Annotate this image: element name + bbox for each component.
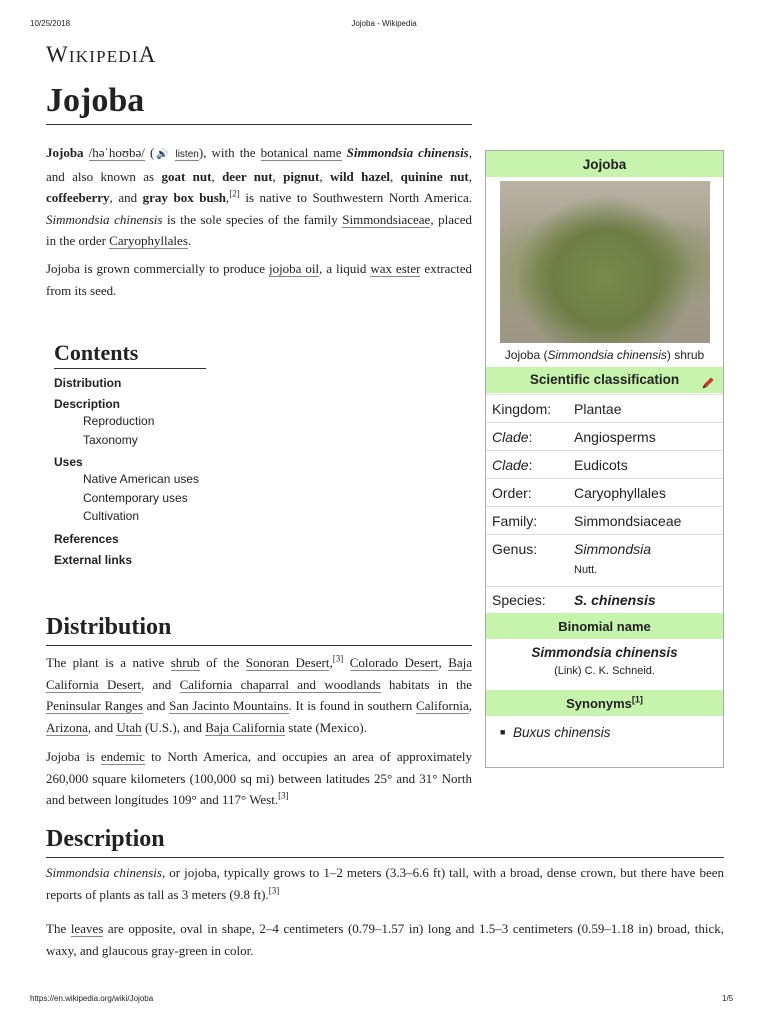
print-page-title: Jojoba - Wikipedia [351,19,417,28]
scientific-classification-header [486,367,723,394]
caryophyllales-link[interactable]: Caryophyllales [109,233,188,248]
baja-california-link[interactable]: Baja California [205,719,286,735]
california-link[interactable]: California [416,698,469,713]
citation-1[interactable]: [1] [631,694,643,705]
genus-row: Genus: Simmondsia Nutt. [486,534,723,586]
ipa-pronunciation-link[interactable]: /həˈhoʊbə/ [88,145,145,160]
image-caption: Jojoba (Simmondsia chinensis) shrub [504,348,705,362]
toc-title: Contents [54,340,206,369]
description-heading: Description [46,826,165,852]
family-row: Family: Simmondsiaceae [486,506,723,534]
california-chaparral-link[interactable]: California chaparral and woodlands [179,676,381,692]
toc-item-contemporary-uses[interactable]: Contemporary uses [83,490,188,505]
infobox-title: Jojoba [486,151,723,178]
print-page-number: 1/5 [722,994,734,1003]
synonyms-list: ■ Buxus chinensis [500,725,611,740]
baja-california-desert-link[interactable]: Baja California Desert [46,655,473,692]
description-paragraph-2: The leaves are opposite, oval in shape, 2–4 centimeters (0.79–1.57 in) long and 1.5–3 centimeters (0.59–1.18 in) broad, thick, waxy, and glaucous gray-green in color. [46,921,724,958]
description-paragraph-1: Simmondsia chinensis, or jojoba, typically grows to 1–2 meters (3.3–6.6 ft) tall, with a broad, dense crown, but there have been reports of plants as tall as 3 meters (9.8 ft).[3] [46,865,724,902]
binomial-name: Simmondsia chinensis (Link) C. K. Schneid. [531,645,678,677]
synonym-item: Buxus chinensis [512,725,611,740]
distribution-heading: Distribution [46,614,172,640]
wax-ester-link[interactable]: wax ester [370,261,421,276]
colorado-desert-link[interactable]: Colorado Desert [349,655,439,670]
species-value: S. chinensis [574,592,656,608]
distribution-divider [46,645,472,646]
pencil-icon[interactable] [701,373,715,387]
toc-item-distribution[interactable]: Distribution [54,376,122,390]
san-jacinto-mountains-link[interactable]: San Jacinto Mountains [169,698,289,713]
citation-3b[interactable]: [3] [278,790,289,801]
citation-3[interactable]: [3] [332,653,344,664]
sonoran-desert-link[interactable]: Sonoran Desert [245,655,330,670]
species-row: Species: S. chinensis [486,586,723,613]
wikipedia-logo[interactable]: WIKIPEDIA [46,42,157,67]
intro-paragraph-1: Jojoba /həˈhoʊbə/ (🔊 listen), with the botanical name Simmondsia chinensis, and also known as goat nut, deer nut, pignut, wild hazel, quinine nut, coffeeberry, and gray box bush,[2] is native to Southwestern North America. Simmondsia chinensis is the sole species of the family Simmondsiaceae, placed in the order Caryophyllales. [46,145,473,248]
description-divider [46,857,724,858]
shrub-link[interactable]: shrub [170,655,200,670]
synonyms-header: Synonyms[1] [486,690,723,717]
peninsular-ranges-link[interactable]: Peninsular Ranges [46,698,143,713]
listen-link[interactable]: listen [175,149,199,160]
simmondsiaceae-link[interactable]: Simmondsiaceae [342,211,431,227]
intro-paragraph-2: Jojoba is grown commercially to produce jojoba oil, a liquid wax ester extracted from its seed. [46,261,473,298]
order-row: Order: Caryophyllales [486,478,723,506]
speaker-icon[interactable]: 🔊 [154,149,171,160]
table-of-contents [54,340,214,568]
jojoba-oil-link[interactable]: jojoba oil [268,261,320,276]
scientific-classification-label: Scientific classification [529,372,680,387]
toc-item-references[interactable]: References [54,531,119,546]
title-divider [46,124,472,125]
utah-link[interactable]: Utah [116,719,142,735]
kingdom-row: Kingdom: Plantae [486,394,723,422]
clade-row-angiosperms: Clade: Angiosperms [486,422,723,450]
binomial-name-header: Binomial name [486,613,723,640]
toc-item-native-american-uses[interactable]: Native American uses [83,472,200,486]
print-url: https://en.wikipedia.org/wiki/Jojoba [30,994,154,1003]
distribution-paragraph-2: Jojoba is endemic to North America, and occupies an area of approximately 260,000 square kilometers (100,000 sq mi) between latitudes 25° and 31° North and between longitudes 109° and 117° West.[3] [46,749,472,807]
page-title: Jojoba [46,82,145,119]
leaves-link[interactable]: leaves [70,921,104,936]
arizona-link[interactable]: Arizona [46,719,88,735]
distribution-paragraph-1: The plant is a native shrub of the Sonoran Desert,[3] Colorado Desert, Baja California Desert, and California chaparral and woodlands habitats in the Peninsular Ranges and San Jacinto Mountains. It is found in southern California, Arizona, and Utah (U.S.), and Baja California state (Mexico). [46,653,473,735]
toc-item-cultivation[interactable]: Cultivation [83,509,140,523]
citation-2[interactable]: [2] [229,188,240,199]
jojoba-shrub-image[interactable] [500,181,710,343]
genus-authority: Nutt. [574,564,598,576]
botanical-name-link[interactable]: botanical name [260,145,342,160]
citation-3c[interactable]: [3] [268,885,280,896]
endemic-link[interactable]: endemic [100,749,145,764]
taxobox [485,150,724,768]
genus-value[interactable]: Simmondsia [574,541,652,557]
print-date: 10/25/2018 [30,19,71,28]
toc-item-reproduction[interactable]: Reproduction [83,414,155,428]
toc-list [54,375,214,568]
toc-item-uses[interactable]: Uses [54,455,83,469]
toc-item-external-links[interactable]: External links [54,552,133,567]
toc-item-taxonomy[interactable]: Taxonomy [83,432,138,447]
clade-row-eudicots: Clade: Eudicots [486,450,723,478]
toc-item-description[interactable]: Description [54,397,121,411]
